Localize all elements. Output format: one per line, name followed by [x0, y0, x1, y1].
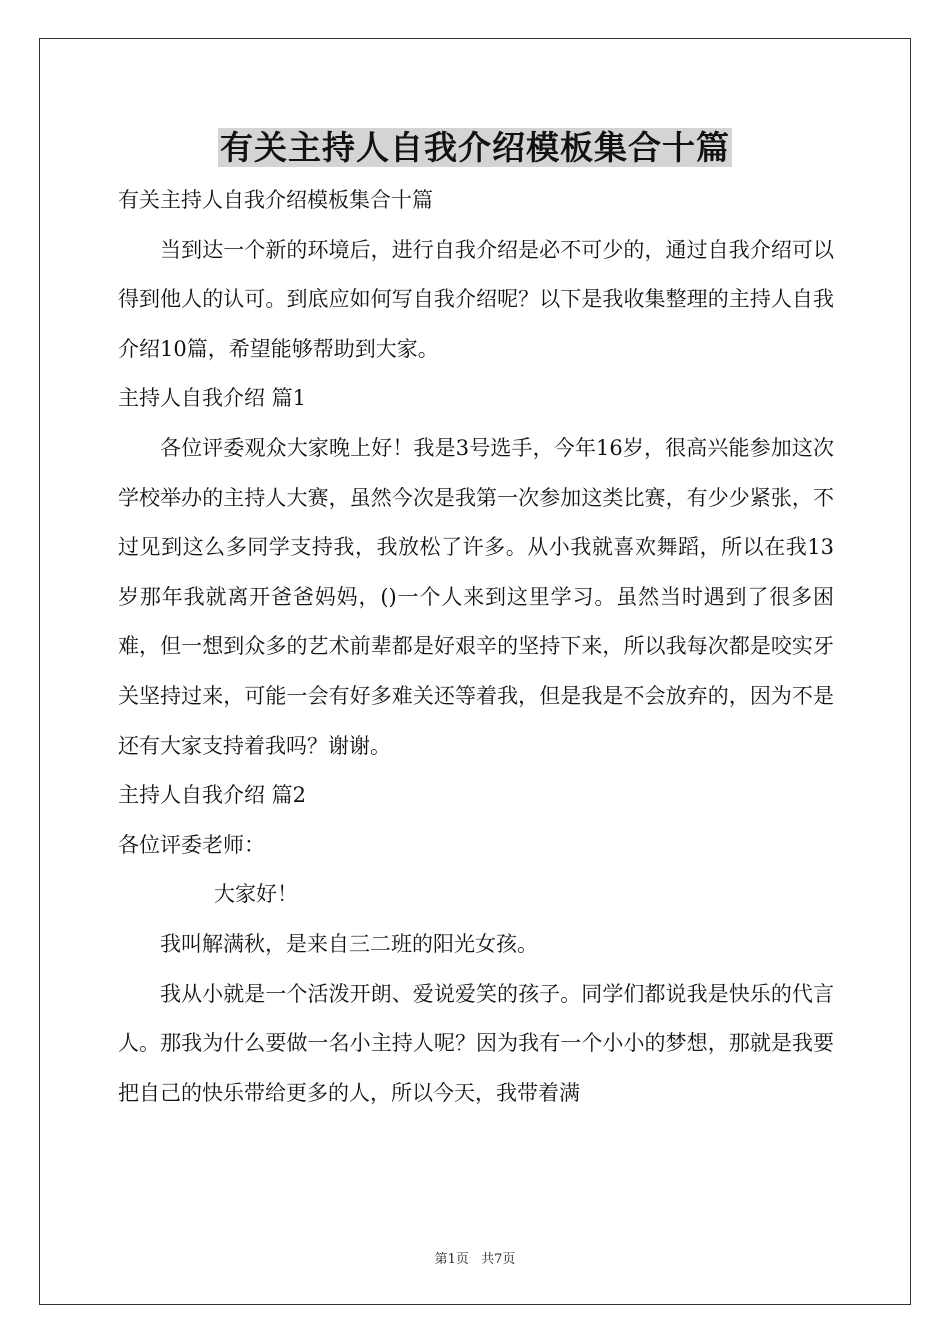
document-body	[118, 176, 834, 1118]
document-title: 有关主持人自我介绍模板集合十篇	[220, 128, 730, 167]
paragraph: 各位评委观众大家晚上好！我是3号选手，今年16岁，很高兴能参加这次学校举办的主持人大赛，虽然今次是我第一次参加这类比赛，有少少紧张，不过见到这么多同学支持我，我放松了许多。从小我就喜欢舞蹈，所以在我13岁那年我就离开爸爸妈妈，()一个人来到这里学习。虽然当时遇到了很多困难，但一想到众多的艺术前辈都是好艰辛的坚持下来，所以我每次都是咬实牙关坚持过来，可能一会有好多难关还等着我，但是我是不会放弃的，因为不是还有大家支持着我吗？谢谢。	[118, 435, 834, 758]
paragraph: 我叫解满秋，是来自三二班的阳光女孩。	[160, 931, 538, 956]
section-heading: 主持人自我介绍 篇1	[118, 386, 307, 411]
section-heading: 主持人自我介绍 篇2	[118, 783, 307, 808]
page-number: 第1页	[434, 1252, 469, 1267]
paragraph: 各位评委老师：	[118, 832, 265, 857]
paragraph: 有关主持人自我介绍模板集合十篇	[118, 188, 433, 212]
page-total: 共7页	[481, 1252, 516, 1267]
page-footer	[0, 1248, 950, 1267]
paragraph: 当到达一个新的环境后，进行自我介绍是必不可少的，通过自我介绍可以得到他人的认可。到底应如何写自我介绍呢？以下是我收集整理的主持人自我介绍10篇，希望能够帮助到大家。	[118, 237, 834, 361]
paragraph: 我从小就是一个活泼开朗、爱说爱笑的孩子。同学们都说我是快乐的代言人。那我为什么要做一名小主持人呢？因为我有一个小小的梦想，那就是我要把自己的快乐带给更多的人，所以今天，我带着满	[118, 981, 834, 1105]
document-title-wrap	[0, 126, 950, 170]
paragraph: 大家好！	[214, 882, 298, 907]
